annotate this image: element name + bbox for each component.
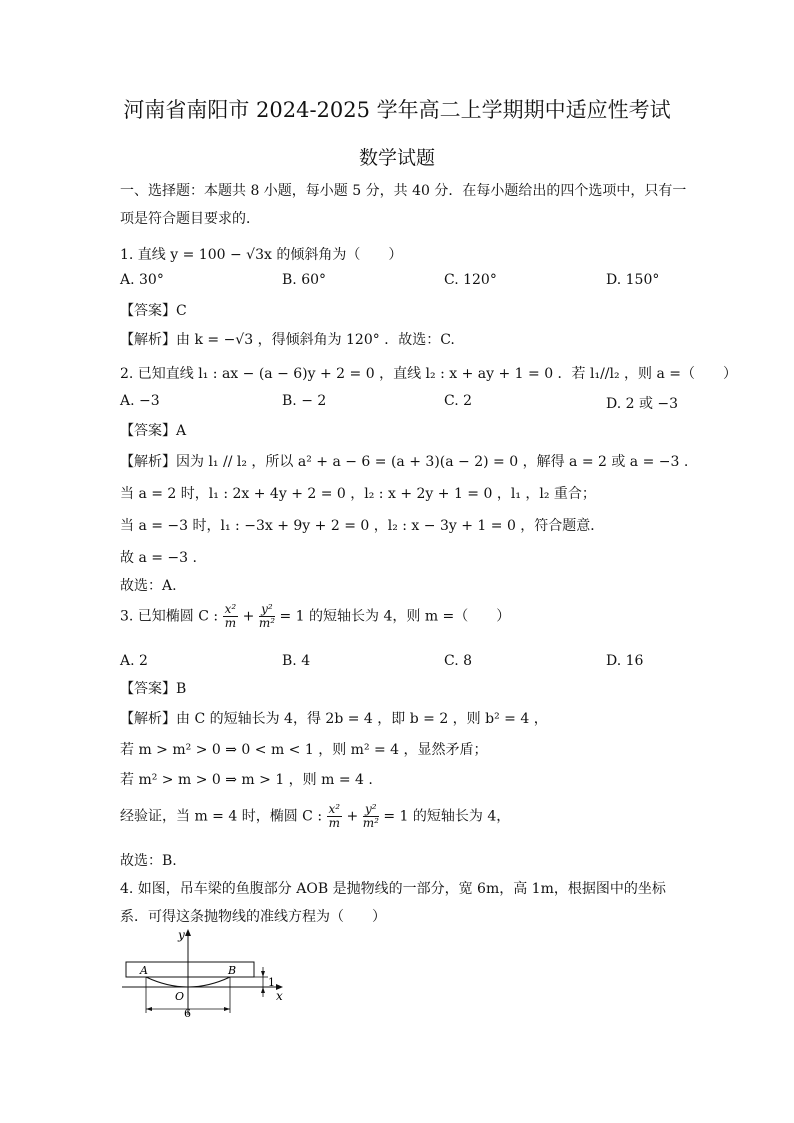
q2-answer: 【答案】A — [120, 423, 187, 439]
q1-analysis: 【解析】由 k = −√3 ，得倾斜角为 120° ．故选：C. — [120, 332, 455, 348]
q1-option-b: B. 60° — [282, 272, 327, 288]
q3-analysis-1: 【解析】由 C 的短轴长为 4，得 2b = 4 ，即 b = 2 ，则 b² = 4 ， — [120, 711, 548, 727]
q3-option-a: A. 2 — [120, 653, 148, 669]
q3-analysis-4-suffix: = 1 的短轴长为 4， — [383, 808, 511, 825]
q2-analysis-5: 故选：A. — [120, 578, 177, 594]
q2-option-a: A. −3 — [120, 393, 160, 409]
height-label: 1 — [268, 976, 275, 989]
q4-stem-1: 4. 如图，吊车梁的鱼腹部分 AOB 是抛物线的一部分，宽 6m，高 1m，根据图中的坐标 — [120, 881, 666, 897]
q3-answer: 【答案】B — [120, 681, 187, 697]
crane-beam-diagram — [118, 925, 298, 1017]
height-arrow-bottom — [261, 987, 265, 993]
q3-analysis-fraction-y — [363, 803, 379, 830]
q3-analysis-4-prefix: 经验证，当 m = 4 时，椭圆 C : — [120, 808, 323, 825]
q2-option-d: D. 2 或 −3 — [606, 396, 679, 412]
q3-option-c: C. 8 — [444, 653, 473, 669]
width-arrow-right — [224, 1007, 230, 1011]
q3-option-b: B. 4 — [282, 653, 311, 669]
q1-option-a: A. 30° — [120, 272, 164, 288]
q2-analysis-1: 【解析】因为 l₁ // l₂ ，所以 a² + a − 6 = (a + 3)(a − 2) = 0 ，解得 a = 2 或 a = −3 . — [120, 454, 689, 470]
q2-analysis-3: 当 a = −3 时，l₁ : −3x + 9y + 2 = 0 ，l₂ : x − 3y + 1 = 0 ，符合题意． — [120, 518, 605, 534]
height-arrow-top — [261, 971, 265, 977]
point-a-label: A — [140, 964, 148, 977]
q1-stem: 1. 直线 y = 100 − √3x 的倾斜角为（ ） — [120, 247, 403, 263]
q3-analysis-3: 若 m² > m > 0 ⇒ m > 1 ，则 m = 4 . — [120, 772, 373, 788]
q3-stem-suffix: = 1 的短轴长为 4，则 m =（ ） — [279, 608, 511, 625]
q2-option-c: C. 2 — [444, 393, 473, 409]
q3-analysis-fraction-x — [327, 803, 343, 830]
q2-analysis-2: 当 a = 2 时，l₁ : 2x + 4y + 2 = 0 ，l₂ : x + 2y + 1 = 0 ，l₁ ，l₂ 重合； — [120, 486, 596, 502]
q1-answer: 【答案】C — [120, 303, 187, 319]
q1-option-c: C. 120° — [444, 272, 497, 288]
q3-fraction-y-denominator: m² — [258, 616, 276, 631]
page-subtitle: 数学试题 — [358, 147, 435, 169]
section-intro-line2: 项是符合题目要求的． — [120, 211, 260, 227]
origin-label: O — [175, 990, 185, 1003]
q3-fraction-y — [259, 603, 275, 630]
section-intro-line1: 一、选择题：本题共 8 小题，每小题 5 分，共 40 分．在每小题给出的四个选项中，只有一 — [120, 183, 687, 199]
y-axis-label: y — [178, 928, 185, 942]
q3-fraction-y-numerator: y² — [259, 603, 275, 617]
q3-option-d: D. 16 — [606, 653, 644, 669]
point-b-label: B — [228, 964, 237, 977]
q3-analysis-2: 若 m > m² > 0 ⇒ 0 < m < 1 ，则 m² = 4 ，显然矛盾； — [120, 742, 488, 758]
q3-stem: 3. 已知椭圆 C : $\frac{\text{x²}}{m}$ + $\frac{\text{y²}}{\text{m²}}$ = 1 的短轴长为 4，则 m =（ ） — [120, 602, 511, 631]
q4-stem-2: 系．可得这条抛物线的准线方程为（ ） — [120, 909, 386, 925]
width-label: 6 — [184, 1007, 191, 1017]
y-axis-arrow — [185, 929, 191, 936]
width-arrow-left — [146, 1007, 152, 1011]
q3-analysis-5: 故选：B. — [120, 853, 177, 869]
q3-analysis-fraction-y-denominator: m² — [362, 816, 379, 831]
q2-stem: 2. 已知直线 l₁ : ax − (a − 6)y + 2 = 0 ，直线 l₂ : x + ay + 1 = 0 ．若 l₁//l₂ ，则 a =（ ） — [120, 366, 738, 382]
x-axis-label: x — [276, 989, 283, 1003]
q1-option-d: D. 150° — [606, 272, 660, 288]
q3-analysis-fraction-x-denominator: m — [328, 816, 340, 831]
q2-option-b: B. − 2 — [282, 393, 327, 409]
q3-fraction-x — [223, 603, 239, 630]
q3-fraction-x-numerator: x² — [224, 602, 237, 616]
page-title: 河南省南阳市 2024-2025 学年高二上学期期中适应性考试 — [123, 98, 671, 122]
q3-analysis-4: 经验证，当 m = 4 时，椭圆 C : $\frac{\text{x²}}{m}$ + $\frac{\text{y²}}{\text{m²}}$ = 1 的短轴长为 4， — [120, 802, 511, 831]
q3-fraction-x-denominator: m — [224, 616, 237, 631]
q3-analysis-fraction-x-numerator: x² — [328, 802, 341, 816]
q4-figure — [118, 925, 298, 1017]
q3-stem-prefix: 3. 已知椭圆 C : — [120, 608, 219, 625]
q2-analysis-4: 故 a = −3 . — [120, 550, 197, 566]
q3-analysis-fraction-y-numerator: y² — [363, 803, 379, 817]
